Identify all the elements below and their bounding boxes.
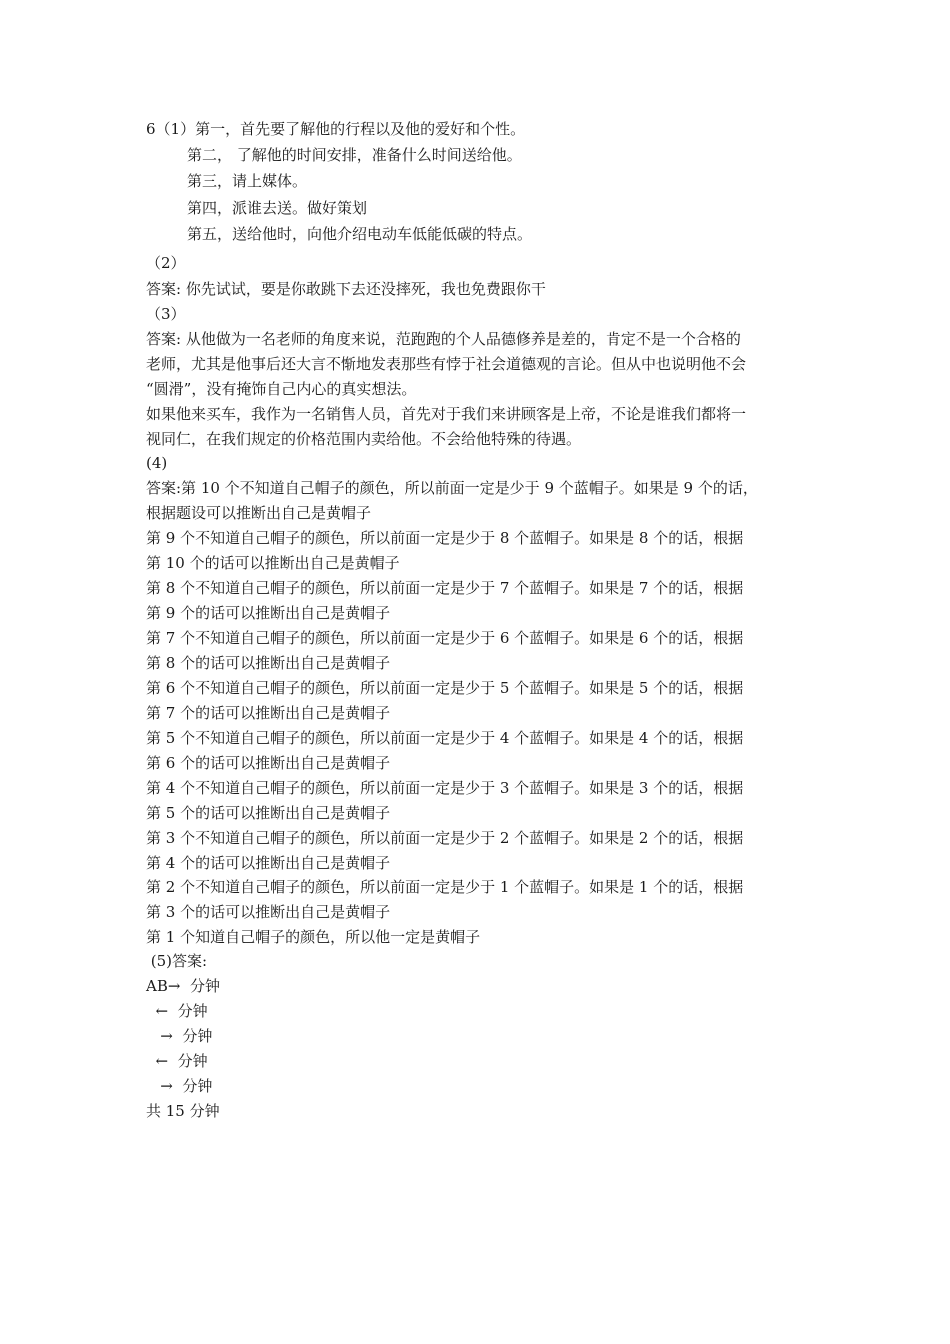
- q6-4-line-17: 第 2 个不知道自己帽子的颜色，所以前面一定是少于 1 个蓝帽子。如果是 1 个的话，根据: [146, 878, 744, 896]
- q6-4-line-19: 第 1 个知道自己帽子的颜色，所以他一定是黄帽子: [146, 928, 481, 946]
- q6-3-line-4: 如果他来买车，我作为一名销售人员，首先对于我们来讲顾客是上帝，不论是谁我们都将一: [146, 405, 747, 423]
- q6-2-answer: 答案: 你先试试，要是你敢跳下去还没摔死，我也免费跟你干: [146, 280, 546, 298]
- q6-4-line-14: 第 5 个的话可以推断出自己是黄帽子: [146, 804, 391, 822]
- q6-4-line-16: 第 4 个的话可以推断出自己是黄帽子: [146, 854, 391, 872]
- q6-4-line-1: 答案:第 10 个不知道自己帽子的颜色，所以前面一定是少于 9 个蓝帽子。如果是 9 个的话，: [146, 479, 758, 497]
- q6-5-heading: (5)答案:: [146, 952, 208, 970]
- q6-4-line-3: 第 9 个不知道自己帽子的颜色，所以前面一定是少于 8 个蓝帽子。如果是 8 个的话，根据: [146, 529, 744, 547]
- q6-4-line-12: 第 6 个的话可以推断出自己是黄帽子: [146, 754, 391, 772]
- q6-4-line-18: 第 3 个的话可以推断出自己是黄帽子: [146, 903, 391, 921]
- q6-1-line-3: 第三，请上媒体。: [187, 172, 308, 190]
- q6-4-line-9: 第 6 个不知道自己帽子的颜色，所以前面一定是少于 5 个蓝帽子。如果是 5 个的话，根据: [146, 679, 744, 697]
- q6-4-line-13: 第 4 个不知道自己帽子的颜色，所以前面一定是少于 3 个蓝帽子。如果是 3 个的话，根据: [146, 779, 744, 797]
- q6-4-line-8: 第 8 个的话可以推断出自己是黄帽子: [146, 654, 391, 672]
- q6-5-step-3: → 分钟: [146, 1027, 213, 1045]
- q6-1-line-2: 第二， 了解他的时间安排，准备什么时间送给他。: [187, 146, 522, 164]
- q6-1-line-4: 第四，派谁去送。做好策划: [187, 199, 368, 217]
- q6-4-line-2: 根据题设可以推断出自己是黄帽子: [146, 504, 372, 522]
- q6-3-line-5: 视同仁，在我们规定的价格范围内卖给他。不会给他特殊的待遇。: [146, 430, 582, 448]
- q6-5-step-2: ← 分钟: [146, 1002, 208, 1020]
- q6-5-step-5: → 分钟: [146, 1077, 213, 1095]
- q6-3-heading: （3）: [146, 305, 186, 323]
- q6-3-line-3: “圆滑”，没有掩饰自己内心的真实想法。: [146, 380, 417, 398]
- q6-2-heading: （2）: [146, 254, 186, 272]
- q6-4-line-5: 第 8 个不知道自己帽子的颜色，所以前面一定是少于 7 个蓝帽子。如果是 7 个的话，根据: [146, 579, 744, 597]
- q6-4-line-7: 第 7 个不知道自己帽子的颜色，所以前面一定是少于 6 个蓝帽子。如果是 6 个的话，根据: [146, 629, 744, 647]
- q6-5-total: 共 15 分钟: [146, 1102, 220, 1120]
- q6-1-line-1: 6（1）第一，首先要了解他的行程以及他的爱好和个性。: [146, 120, 526, 138]
- q6-5-step-1: AB→ 分钟: [146, 977, 220, 995]
- q6-4-line-4: 第 10 个的话可以推断出自己是黄帽子: [146, 554, 400, 572]
- q6-4-line-6: 第 9 个的话可以推断出自己是黄帽子: [146, 604, 391, 622]
- q6-4-line-10: 第 7 个的话可以推断出自己是黄帽子: [146, 704, 391, 722]
- q6-3-line-2: 老师，尤其是他事后还大言不惭地发表那些有悖于社会道德观的言论。但从中也说明他不会: [146, 355, 747, 373]
- q6-4-line-15: 第 3 个不知道自己帽子的颜色，所以前面一定是少于 2 个蓝帽子。如果是 2 个的话，根据: [146, 829, 744, 847]
- q6-1-line-5: 第五，送给他时，向他介绍电动车低能低碳的特点。: [187, 225, 533, 243]
- q6-4-heading: (4): [146, 454, 168, 472]
- q6-3-line-1: 答案: 从他做为一名老师的角度来说，范跑跑的个人品德修养是差的，肯定不是一个合格的: [146, 330, 741, 348]
- q6-4-line-11: 第 5 个不知道自己帽子的颜色，所以前面一定是少于 4 个蓝帽子。如果是 4 个的话，根据: [146, 729, 744, 747]
- q6-5-step-4: ← 分钟: [146, 1052, 208, 1070]
